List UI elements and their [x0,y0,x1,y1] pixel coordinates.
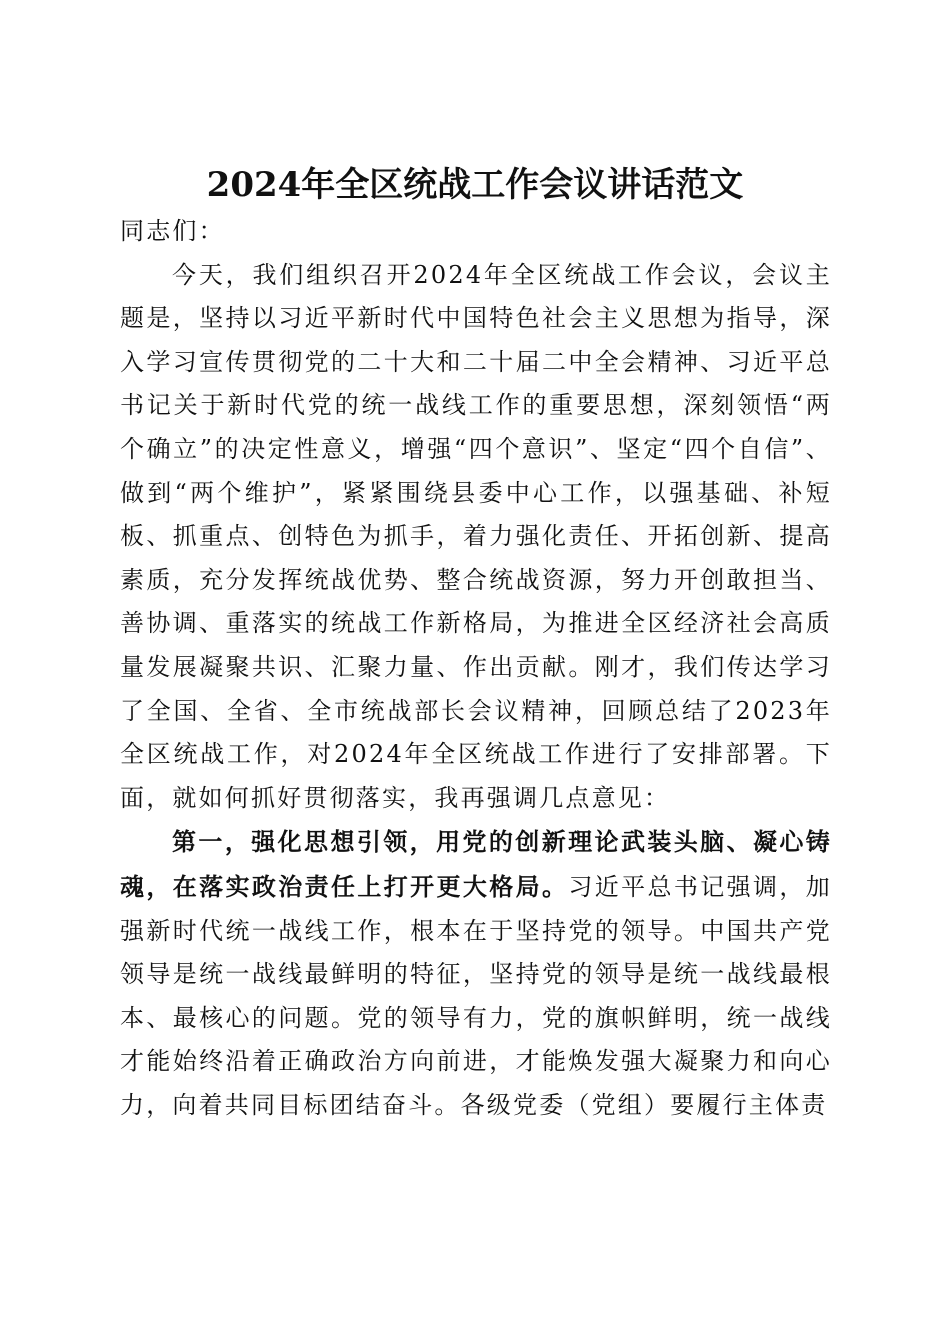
paragraph-lead-heading: 第一，强化思想引领，用党的创新理论武装头脑、凝心铸魂，在落实政治责任上打开更大格局。 [120,827,832,901]
paragraph-opening: 今天，我们组织召开2024年全区统战工作会议，会议主题是，坚持以习近平新时代中国特色社会主义思想为指导，深入学习宣传贯彻党的二十大和二十届二中全会精神、习近平总书记关于新时代党的统一战线工作的重要思想，深刻领悟“两个确立”的决定性意义，增强“四个意识”、坚定“四个自信”、做到“两个维护”，紧紧围绕县委中心工作，以强基础、补短板、抓重点、创特色为抓手，着力强化责任、开拓创新、提高素质，充分发挥统战优势、整合统战资源，努力开创敢担当、善协调、重落实的统战工作新格局，为推进全区经济社会高质量发展凝聚共识、汇聚力量、作出贡献。刚才，我们传达学习了全国、全省、全市统战部长会议精神，回顾总结了2023年全区统战工作，对2024年全区统战工作进行了安排部署。下面，就如何抓好贯彻落实，我再强调几点意见： [120,260,832,812]
document-title: 2024年全区统战工作会议讲话范文 [206,164,744,205]
paragraph-first-point [120,820,832,1127]
document-body [120,210,832,1127]
salutation: 同志们： [120,217,225,245]
paragraph-body-text: 习近平总书记强调，加强新时代统一战线工作，根本在于坚持党的领导。中国共产党领导是统一战线最鲜明的特征，坚持党的领导是统一战线最根本、最核心的问题。党的领导有力，党的旗帜鲜明，统一战线才能始终沿着正确政治方向前进，才能焕发强大凝聚力和向心力，向着共同目标团结奋斗。各级党委（党组）要履行主体责 [120,872,832,1119]
